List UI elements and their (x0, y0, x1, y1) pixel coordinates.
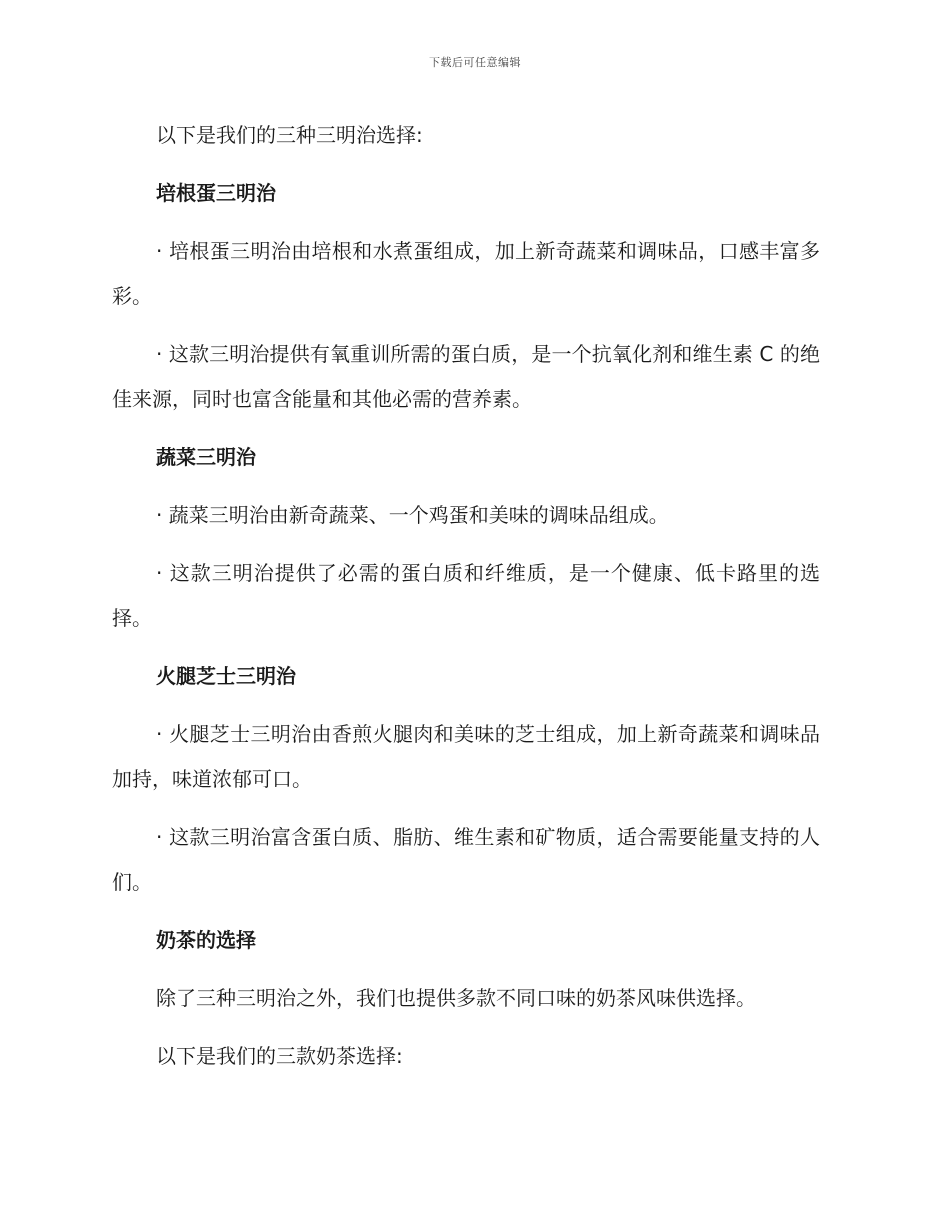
milk-tea-paragraph-2: 以下是我们的三款奶茶选择: (156, 1044, 403, 1068)
bacon-egg-paragraph-2: · 这款三明治提供有氧重训所需的蛋白质，是一个抗氧化剂和维生素 C 的绝佳来源，同时也富含能量和其他必需的营养素。 (112, 342, 820, 411)
bacon-egg-paragraph-1: · 培根蛋三明治由培根和水煮蛋组成，加上新奇蔬菜和调味品，口感丰富多彩。 (112, 239, 820, 308)
vegetable-paragraph-1: · 蔬菜三明治由新奇蔬菜、一个鸡蛋和美味的调味品组成。 (156, 503, 669, 527)
milk-tea-paragraph-1: 除了三种三明治之外，我们也提供多款不同口味的奶茶风味供选择。 (156, 986, 756, 1010)
document-body (112, 113, 820, 1092)
page-header: 下载后可任意编辑 (429, 56, 521, 69)
ham-cheese-paragraph-2: · 这款三明治富含蛋白质、脂肪、维生素和矿物质，适合需要能量支持的人们。 (112, 825, 820, 894)
section-heading-milk-tea: 奶茶的选择 (156, 928, 256, 952)
intro-paragraph: 以下是我们的三种三明治选择: (156, 123, 423, 147)
vegetable-paragraph-2: · 这款三明治提供了必需的蛋白质和纤维质，是一个健康、低卡路里的选择。 (112, 561, 820, 630)
section-heading-vegetable: 蔬菜三明治 (156, 445, 256, 469)
section-heading-ham-cheese: 火腿芝士三明治 (156, 664, 296, 688)
ham-cheese-paragraph-1: · 火腿芝士三明治由香煎火腿肉和美味的芝士组成，加上新奇蔬菜和调味品加持，味道浓郁可口。 (112, 722, 820, 791)
section-heading-bacon-egg: 培根蛋三明治 (156, 181, 276, 205)
